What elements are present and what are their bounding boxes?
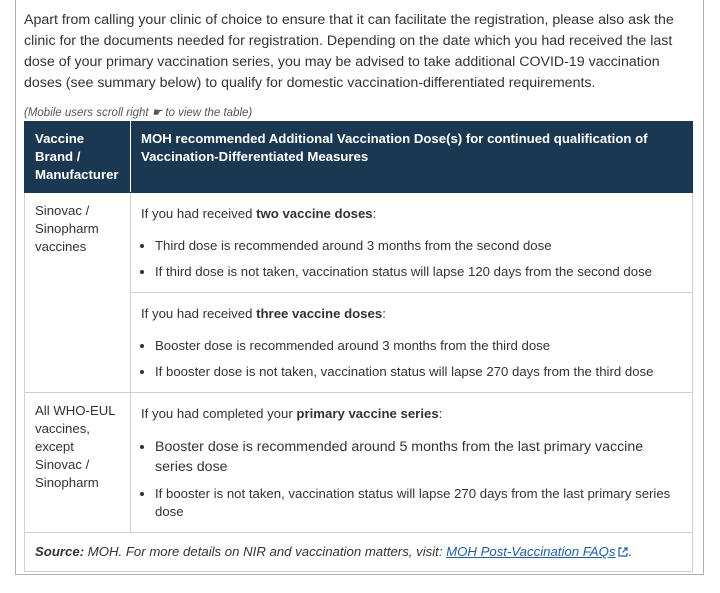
list-item: • Booster dose is recommended around 5 months from the last primary vaccine series dose [155, 437, 682, 477]
source-cell [25, 533, 693, 572]
table-row [25, 193, 693, 293]
primary-series-suffix: : [438, 406, 443, 421]
mobile-scroll-note: (Mobile users scroll right ☛ to view the table) [24, 107, 253, 119]
source-label: Source: [35, 544, 85, 559]
three-doses-prefix: If you had received [141, 306, 257, 321]
moh-faq-link[interactable]: MOH Post-Vaccination FAQs [446, 544, 616, 559]
primary-series-intro [141, 405, 682, 423]
list-item: • Booster dose is recommended around 3 months from the third dose [155, 337, 682, 355]
recommendation-cell-three-doses [131, 293, 693, 393]
three-doses-intro [141, 305, 682, 323]
three-doses-list [141, 337, 682, 381]
vaccination-table [24, 121, 693, 572]
list-item: • Third dose is recommended around 3 months from the second dose [155, 237, 682, 255]
two-doses-list [141, 237, 682, 281]
source-text: MOH. For more details on NIR and vaccination matters, visit: [84, 544, 447, 559]
table-row [25, 533, 693, 572]
intro-paragraph: Apart from calling your clinic of choice to ensure that it can facilitate the registration, please also ask the clinic for the documents needed for registration. Depending on the date which you had received the last dose of your primary vaccination series, you may be advised to take additional COVID-19 vaccination doses (see summary below) to qualify for domestic vaccination-differentiated requirements. [24, 12, 674, 91]
table-header-row [25, 122, 693, 193]
recommendation-cell-two-doses [131, 193, 693, 293]
primary-series-prefix: If you had completed your [141, 406, 297, 421]
two-doses-bold: two vaccine doses [256, 206, 373, 221]
three-doses-suffix: : [382, 306, 386, 321]
three-doses-bold: three vaccine doses [256, 306, 383, 321]
recommendation-cell-primary-series [131, 393, 693, 533]
two-doses-prefix: If you had received [141, 206, 257, 221]
external-link-icon[interactable] [618, 544, 628, 554]
two-doses-intro [141, 205, 682, 223]
brand-cell-sinovac: Sinovac / Sinopharm vaccines [25, 193, 131, 393]
list-item: • If booster dose is not taken, vaccination status will lapse 270 days from the third dose [155, 363, 682, 381]
table-row [25, 393, 693, 533]
header-recommendation: MOH recommended Additional Vaccination Dose(s) for continued qualification of Vaccination-Differentiated Measures [131, 122, 693, 193]
list-item: • If booster is not taken, vaccination status will lapse 270 days from the last primary series dose [155, 485, 682, 521]
header-brand: Vaccine Brand / Manufacturer [25, 122, 131, 193]
primary-series-bold: primary vaccine series [296, 406, 439, 421]
primary-series-list [141, 437, 682, 521]
brand-cell-who-eul: All WHO-EUL vaccines, except Sinovac / Sinopharm [25, 393, 131, 533]
list-item: • If third dose is not taken, vaccination status will lapse 120 days from the second dose [155, 263, 682, 281]
two-doses-suffix: : [372, 206, 377, 221]
source-end: . [628, 544, 633, 559]
